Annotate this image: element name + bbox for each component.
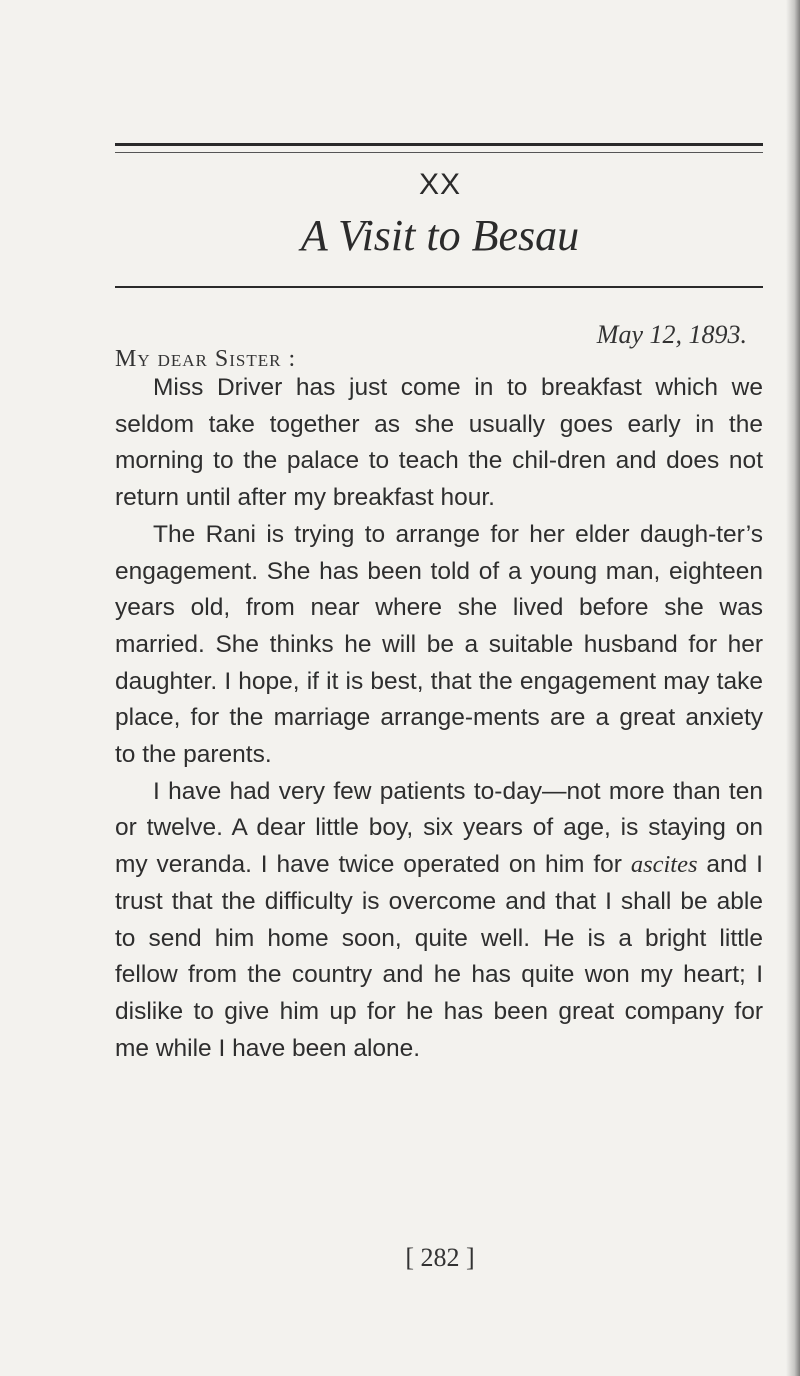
paragraph-text: and I trust that the difficulty is overcome and that I shall be able to send him home soon, quite well. He is a bright little fellow from the country and he has quite won my heart; I dislike to give him up for he has been great company for me while I have been alone. — [115, 851, 763, 1062]
paragraph: The Rani is trying to arrange for her elder daugh-ter’s engagement. She has been told of a young man, eighteen years old, from near where she lived before she was married. She thinks he will be a suitable husband for her daughter. I hope, if it is best, that the engagement may take place, for the marriage arrange-ments are a great anxiety to the parents. — [115, 520, 763, 769]
page-number: [ 282 ] — [405, 1243, 475, 1272]
letter-body — [115, 370, 763, 1067]
medical-term: ascites — [630, 851, 698, 879]
chapter-title: A Visit to Besau — [300, 211, 580, 260]
header-rule-thick — [115, 143, 763, 146]
header-rule-thin — [115, 152, 763, 153]
page-edge-shadow — [786, 0, 800, 1376]
letter-salutation: My dear Sister : — [115, 346, 297, 372]
paragraph: Miss Driver has just come in to breakfast which we seldom take together as she usually goes early in the morning to the palace to teach the chil-dren and does not return until after my breakfast hour. — [115, 374, 763, 512]
chapter-number: XX — [418, 168, 462, 201]
paragraph-text: I have had very few patients to-day—not more than ten or twelve. A dear little boy, six years of age, is staying on my veranda. I have twice operated on him for — [115, 777, 763, 879]
letter-date: May 12, 1893. — [596, 320, 747, 349]
title-rule — [115, 286, 763, 288]
paragraph — [115, 774, 763, 1068]
